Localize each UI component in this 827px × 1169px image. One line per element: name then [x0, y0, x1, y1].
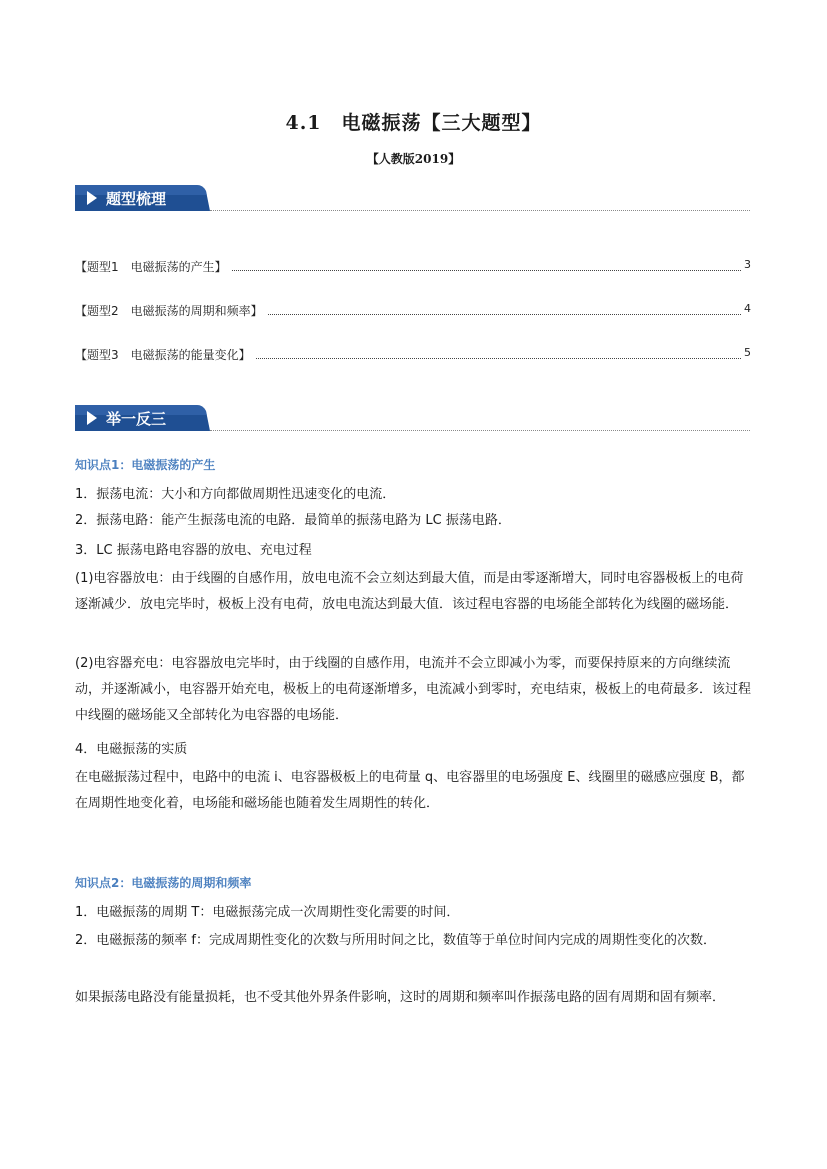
- play-arrow-icon: [86, 410, 98, 426]
- kp2-line-1: 1．电磁振荡的周期 T：电磁振荡完成一次周期性变化需要的时间．: [75, 905, 460, 920]
- edition-subtitle: 【人教版2019】: [366, 152, 461, 166]
- kp2-paragraph-frequency: 2．电磁振荡的频率 f：完成周期性变化的次数与所用时间之比，数值等于单位时间内完成的周期性变化的次数．: [75, 933, 716, 948]
- knowledge-point-title: 知识点2：电磁振荡的周期和频率: [75, 876, 252, 890]
- kp1-line-4: 4．电磁振荡的实质: [75, 742, 188, 757]
- kp1-line-2: 2．振荡电路：能产生振荡电流的电路．最简单的振荡电路为 LC 振荡电路．: [75, 513, 511, 528]
- kp1-line-1: 1．振荡电流：大小和方向都做周期性迅速变化的电流．: [75, 487, 396, 502]
- dotted-divider: [210, 430, 750, 431]
- section-label-toc: 题型梳理: [106, 190, 167, 208]
- kp2-paragraph-natural: 如果振荡电路没有能量损耗，也不受其他外界条件影响，这时的周期和频率叫作振荡电路的固有周期和固有频率．: [75, 990, 726, 1005]
- toc-entry-label: 【题型2 电磁振荡的周期和频率】: [75, 302, 267, 319]
- toc-entry-label: 【题型3 电磁振荡的能量变化】: [75, 346, 255, 363]
- toc-entry-1[interactable]: [75, 258, 751, 278]
- kp1-paragraph-charge: (2)电容器充电：电容器放电完毕时，由于线圈的自感作用，电流并不会立即减小为零，而要保持原来的方向继续流动，并逐渐减小，电容器开始充电，极板上的电荷逐渐增多，电流减小到零时，充电结束，极板上的电荷最多．该过程中线圈的磁场能又全部转化为电容器的电场能．: [75, 656, 752, 723]
- kp1-line-3: 3．LC 振荡电路电容器的放电、充电过程: [75, 543, 312, 558]
- toc-entry-label: 【题型1 电磁振荡的产生】: [75, 258, 231, 275]
- toc-entry-page: 4: [741, 302, 751, 315]
- toc-entry-2[interactable]: [75, 302, 751, 322]
- toc-entry-page: 5: [741, 346, 751, 359]
- dotted-divider: [210, 210, 750, 211]
- kp1-paragraph-discharge: (1)电容器放电：由于线圈的自感作用，放电电流不会立刻达到最大值，而是由零逐渐增大，同时电容器极板上的电荷逐渐减少．放电完毕时，极板上没有电荷，放电电流达到最大值．该过程电容器的电场能全部转化为线圈的磁场能．: [75, 571, 744, 612]
- section-header-practice: [75, 405, 750, 431]
- section-label-practice: 举一反三: [106, 410, 167, 428]
- knowledge-point-title: 知识点1：电磁振荡的产生: [75, 458, 216, 472]
- toc-entry-3[interactable]: [75, 346, 751, 366]
- kp1-paragraph-essence: 在电磁振荡过程中，电路中的电流 i、电容器极板上的电荷量 q、电容器里的电场强度 E、线圈里的磁感应强度 B，都在周期性地变化着，电场能和磁场能也随着发生周期性的转化．: [75, 770, 745, 811]
- section-header-toc: [75, 185, 750, 211]
- page-title: 4.1 电磁振荡【三大题型】: [285, 112, 542, 134]
- play-arrow-icon: [86, 190, 98, 206]
- toc-entry-page: 3: [741, 258, 751, 271]
